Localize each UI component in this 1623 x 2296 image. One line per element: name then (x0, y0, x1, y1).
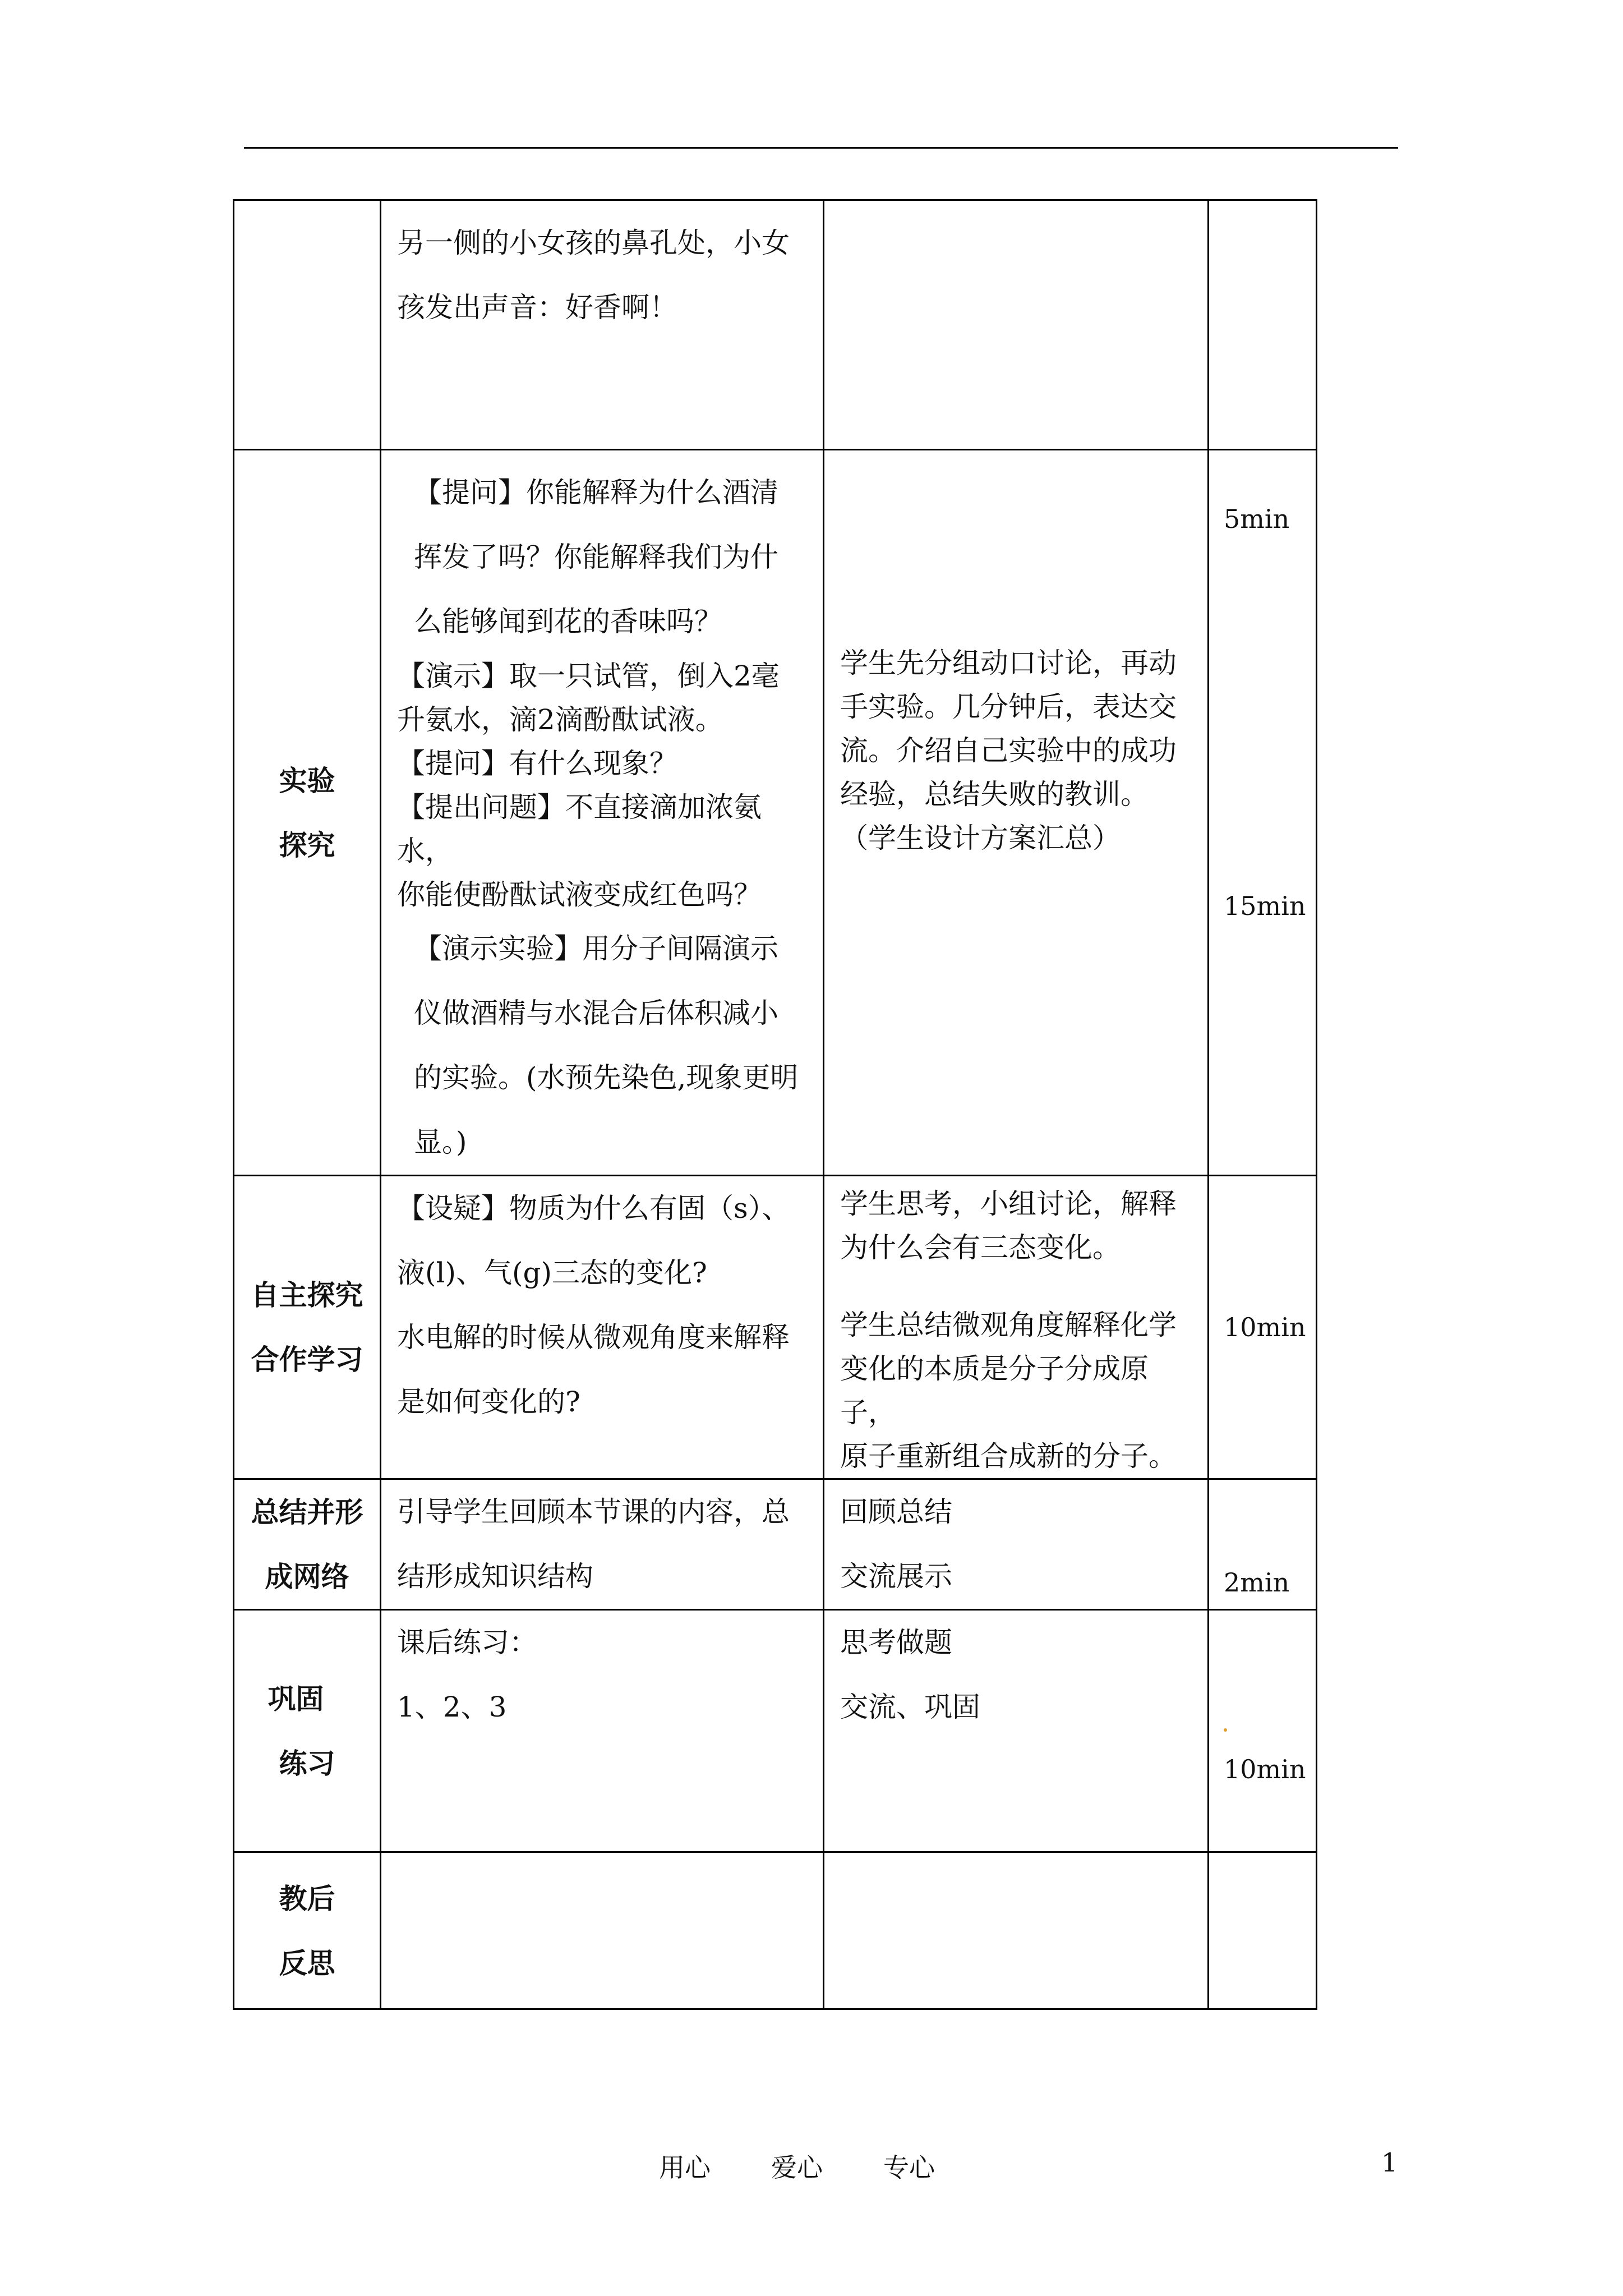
time-cell (1209, 200, 1317, 450)
teacher-activity-cell (381, 1852, 824, 2009)
time-cell (1209, 1479, 1317, 1610)
text-line: 升氨水，滴2滴酚酞试液。 (397, 703, 723, 736)
time-cell (1209, 1852, 1317, 2009)
text-line: 为什么会有三态变化。 (840, 1231, 1121, 1264)
footer-word: 用心 (659, 2152, 711, 2183)
row-label-line: 反思 (279, 1946, 335, 1980)
table-row (234, 200, 1317, 450)
text-line: 引导学生回顾本节课的内容，总 (397, 1496, 790, 1528)
text-line: 交流、巩固 (840, 1691, 980, 1723)
text-line: 结形成知识结构 (397, 1560, 593, 1593)
footer-word: 爱心 (771, 2152, 823, 2183)
teacher-activity-cell (381, 1479, 824, 1610)
time-value: 10min (1224, 1312, 1306, 1342)
text-line: 原子重新组合成新的分子。 (840, 1440, 1177, 1473)
text-line: 【提问】有什么现象？ (397, 747, 677, 780)
text-line: 【设疑】物质为什么有固（s）、 (397, 1192, 790, 1225)
page-number: 1 (1381, 2147, 1398, 2178)
text-line: 经验，总结失败的教训。 (840, 778, 1149, 811)
text-line: 学生总结微观角度解释化学 (840, 1309, 1177, 1341)
teacher-activity-cell (381, 450, 824, 1176)
teacher-activity-cell (381, 200, 824, 450)
text-line: 【演示】取一只试管，倒入2毫 (397, 660, 780, 692)
text-line: 【演示实验】用分子间隔演示 (414, 932, 778, 965)
table-row (234, 1176, 1317, 1479)
row-label-line: 练习 (279, 1746, 335, 1780)
row-label-line: 实验 (279, 763, 335, 797)
student-activity-cell (824, 1852, 1209, 2009)
row-label-cell (234, 1176, 381, 1479)
row-label-line: 自主探究 (251, 1278, 363, 1312)
time-cell (1209, 1176, 1317, 1479)
stray-dot (1224, 1728, 1227, 1732)
text-line: 显。) (414, 1126, 467, 1158)
text-line: 交流展示 (840, 1560, 952, 1593)
text-line: 水电解的时候从微观角度来解释 (397, 1321, 790, 1354)
text-line: 仪做酒精与水混合后体积减小 (414, 997, 778, 1029)
time-cell (1209, 450, 1317, 1176)
row-label-cell (234, 450, 381, 1176)
teacher-activity-cell (381, 1176, 824, 1479)
row-label-line: 巩固 (268, 1682, 324, 1715)
student-activity-cell (824, 1176, 1209, 1479)
student-activity-cell (824, 1479, 1209, 1610)
text-line: 课后练习： (397, 1626, 537, 1659)
text-line: 学生思考，小组讨论，解释 (840, 1188, 1177, 1220)
text-line: 挥发了吗？你能解释我们为什 (414, 541, 778, 573)
text-line: 的实验。(水预先染色,现象更明 (414, 1061, 799, 1094)
text-line: 变化的本质是分子分成原子， (840, 1352, 1149, 1429)
row-label-cell (234, 1610, 381, 1852)
text-line: 1、2、3 (397, 1691, 507, 1723)
time-value: 5min (1224, 504, 1290, 534)
text-line: 孩发出声音：好香啊！ (397, 291, 677, 324)
row-label-line: 教后 (279, 1881, 335, 1915)
row-label-line: 合作学习 (251, 1343, 363, 1376)
time-value: 2min (1224, 1567, 1290, 1598)
table-row (234, 450, 1317, 1176)
text-line: 液(l)、气(g)三态的变化? (397, 1257, 707, 1289)
header-rule (244, 147, 1398, 149)
student-activity-cell (824, 1610, 1209, 1852)
time-cell (1209, 1610, 1317, 1852)
time-value: 15min (1224, 891, 1306, 921)
student-activity-cell (824, 450, 1209, 1176)
row-label-cell (234, 1479, 381, 1610)
footer-word: 专心 (883, 2152, 935, 2183)
row-label-cell (234, 1852, 381, 2009)
text-line: 回顾总结 (840, 1496, 952, 1528)
table-row (234, 1479, 1317, 1610)
text-line: 学生先分组动口讨论，再动 (840, 647, 1177, 679)
time-value: 10min (1224, 1754, 1306, 1784)
row-label-line: 探究 (279, 828, 335, 862)
text-line: 手实验。几分钟后，表达交 (840, 691, 1177, 723)
spacer (840, 1269, 1192, 1303)
table-row (234, 1852, 1317, 2009)
text-line: 你能使酚酞试液变成红色吗？ (397, 878, 762, 911)
row-label-line: 总结并形 (251, 1496, 363, 1529)
table-row (234, 1610, 1317, 1852)
text-line: 么能够闻到花的香味吗？ (414, 605, 722, 638)
text-line: 流。介绍自己实验中的成功 (840, 734, 1177, 767)
text-line: （学生设计方案汇总） (840, 822, 1121, 854)
lesson-plan-table (233, 199, 1317, 2010)
row-label-line: 成网络 (265, 1560, 349, 1593)
text-line: 【提出问题】不直接滴加浓氨水， (397, 791, 762, 867)
text-line: 另一侧的小女孩的鼻孔处，小女 (397, 227, 790, 259)
text-line: 是如何变化的? (397, 1386, 580, 1418)
text-line: 【提问】你能解释为什么酒清 (414, 476, 778, 509)
row-label-cell (234, 200, 381, 450)
student-activity-cell (824, 200, 1209, 450)
text-line: 思考做题 (840, 1626, 952, 1659)
teacher-activity-cell (381, 1610, 824, 1852)
